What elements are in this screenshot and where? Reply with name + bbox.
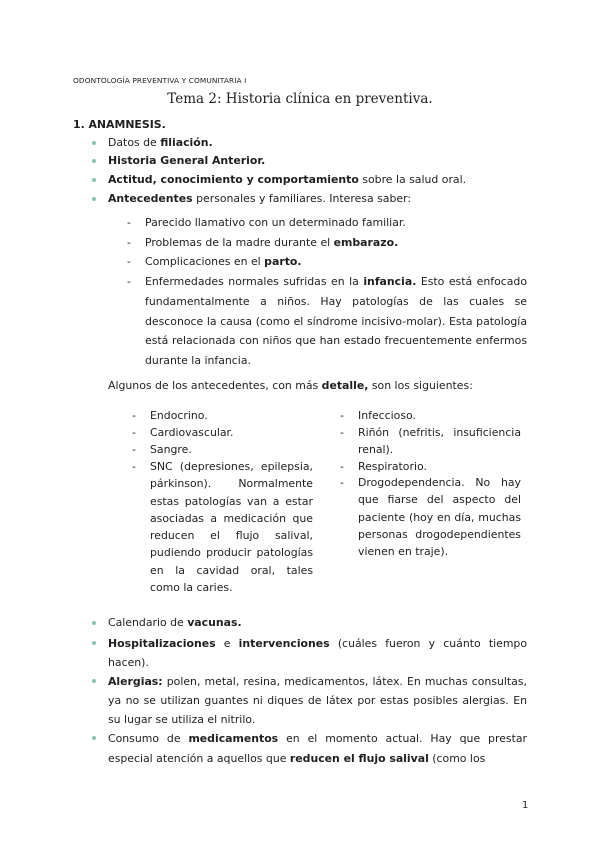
sub-item-embarazo: - Problemas de la madre durante el embarazo.: [145, 234, 527, 252]
col2-item: - Drogodependencia. No hay que fiarse del aspecto del paciente (hoy en día, muchas personas drogodependientes vienen en traje).: [340, 476, 521, 559]
running-header: ODONTOLOGÍA PREVENTIVA Y COMUNITARIA I: [73, 76, 247, 85]
dash-marker: -: [340, 409, 344, 422]
bullet-dot: [92, 141, 96, 145]
bullet-item-historia-general: Historia General Anterior.: [108, 152, 527, 170]
dash-marker: -: [340, 476, 344, 489]
bullet-item-alergias: Alergias: polen, metal, resina, medicamentos, látex. En muchas consultas, ya no se utilizan guantes ni diques de látex por estas posibles alergias. En su lugar se utiliza el nitrilo.: [108, 672, 527, 729]
col2-item: - Riñón (nefritis, insuficiencia renal).: [340, 426, 521, 456]
bullet-dot: [92, 736, 96, 740]
antecedentes-intro: Algunos de los antecedentes, con más detalle, son los siguientes:: [108, 379, 473, 392]
col1-item: - Cardiovascular.: [150, 424, 313, 442]
dash-marker: -: [340, 426, 344, 439]
bullet-dot: [92, 159, 96, 163]
dash-marker: -: [127, 216, 131, 229]
bullet-dot: [92, 641, 96, 645]
page-title: Tema 2: Historia clínica en preventiva.: [167, 91, 433, 107]
bullet-item-actitud: Actitud, conocimiento y comportamiento sobre la salud oral.: [108, 171, 527, 189]
dash-marker: -: [132, 409, 136, 422]
dash-marker: -: [127, 275, 131, 288]
sub-item-familiar: - Parecido llamativo con un determinado familiar.: [145, 214, 527, 232]
col1-item: - Endocrino.: [150, 407, 313, 425]
bullet-dot: [92, 679, 96, 683]
bullet-item-medicamentos: Consumo de medicamentos en el momento actual. Hay que prestar especial atención a aquellos que reducen el flujo salival (como los: [108, 729, 527, 768]
section-heading: 1. ANAMNESIS.: [73, 118, 166, 131]
bullet-dot: [92, 178, 96, 182]
sub-item-parto: - Complicaciones en el parto.: [145, 253, 527, 271]
col1-item: - Sangre.: [150, 441, 313, 459]
bullet-dot: [92, 621, 96, 625]
dash-marker: -: [132, 426, 136, 439]
col2-item: - Respiratorio.: [358, 458, 521, 476]
col1-item: - SNC (depresiones, epilepsia, párkinson). Normalmente estas patologías van a estar asociadas a medicación que reducen el flujo salival, pudiendo producir patologías en la cavidad oral, tales como la caries.: [132, 460, 313, 595]
bullet-item-hospitalizaciones: Hospitalizaciones e intervenciones (cuáles fueron y cuánto tiempo hacen).: [108, 634, 527, 672]
bullet-dot: [92, 197, 96, 201]
bullet-item-vacunas: Calendario de vacunas.: [108, 614, 527, 632]
col2-item: - Infeccioso.: [358, 407, 521, 425]
dash-marker: -: [132, 460, 136, 473]
bullet-item-antecedentes: Antecedentes personales y familiares. Interesa saber:: [108, 190, 527, 208]
dash-marker: -: [127, 236, 131, 249]
page-number: 1: [522, 800, 529, 811]
bullet-item-filiacion: Datos de filiación.: [108, 134, 527, 152]
sub-item-infancia: - Enfermedades normales sufridas en la infancia. Esto está enfocado fundamentalmente a niños. Hay patologías de las cuales se desconoce la causa (como el síndrome incisivo-molar). Esta patología está relacionada con niños que han estado frecuentemente enfermos durante la infancia.: [145, 272, 527, 371]
dash-marker: -: [340, 460, 344, 473]
dash-marker: -: [132, 443, 136, 456]
dash-marker: -: [127, 255, 131, 268]
